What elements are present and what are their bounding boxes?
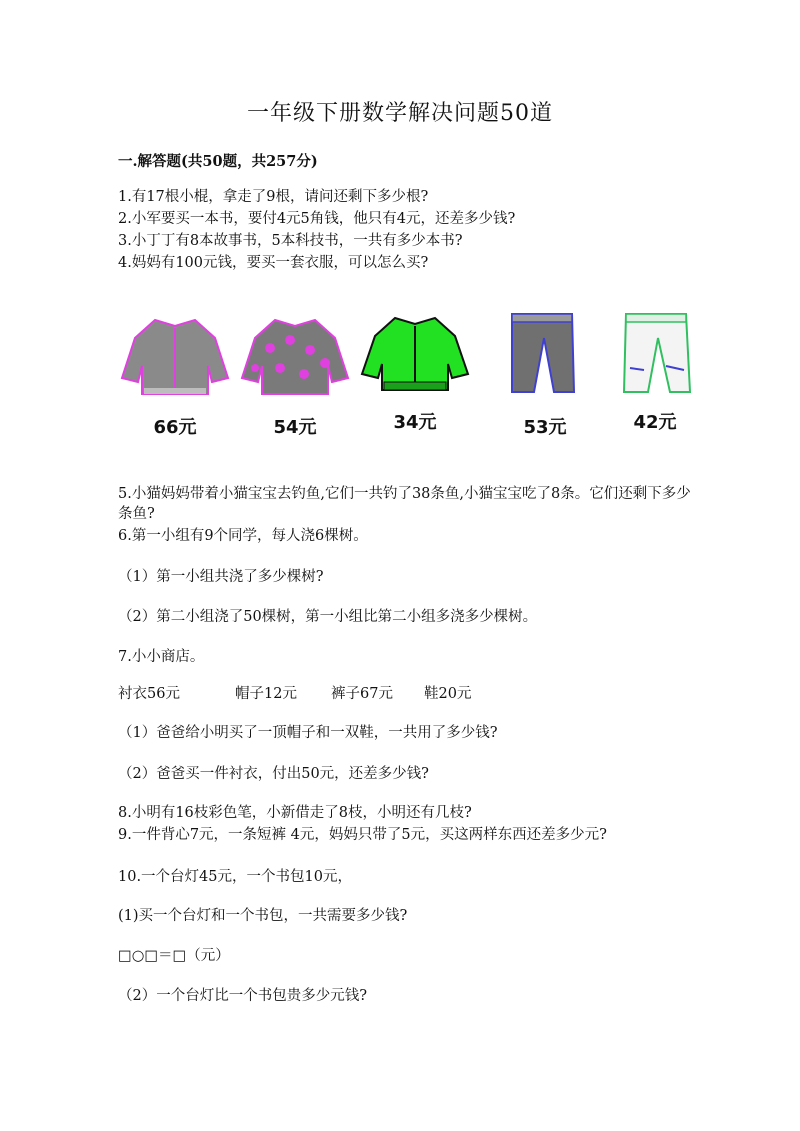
question-6: 6.第一小组有9个同学，每人浇6棵树。 [118,528,368,544]
question-4: 4.妈妈有100元钱，要买一套衣服，可以怎么买? [118,255,429,271]
clothing-item-2 [240,308,350,448]
question-9: 9.一件背心7元，一条短裤 4元，妈妈只带了5元，买这两样东西还差多少元? [118,827,607,843]
clothing-item-3 [360,308,470,448]
clothing-item-4 [490,308,600,448]
shop-item-shirt: 衬衣56元 [118,686,180,702]
question-7-part-2: （2）爸爸买一件衬衣，付出50元，还差多少钱? [118,766,429,782]
question-5: 5.小猫妈妈带着小猫宝宝去钓鱼,它们一共钓了38条鱼,小猫宝宝吃了8条。它们还剩下多少条鱼? [118,486,691,522]
equation-blank: □○□＝□（元） [118,948,230,964]
question-1: 1.有17根小棍，拿走了9根，请问还剩下多少根? [118,189,429,205]
shop-item-pants: 裤子67元 [331,686,393,702]
question-3: 3.小丁丁有8本故事书，5本科技书，一共有多少本书? [118,233,463,249]
price-label-4: 53元 [523,417,567,438]
shop-item-shoes: 鞋20元 [424,686,472,702]
clothing-item-1 [120,308,230,448]
gray-pants-icon [490,308,600,403]
clothes-illustration [115,308,695,448]
white-pants-icon [600,308,710,403]
question-10: 10.一个台灯45元，一个书包10元， [118,869,352,885]
price-label-3: 34元 [393,412,437,433]
page-title: 一年级下册数学解决问题50道 [247,101,553,126]
question-6-part-2: （2）第二小组浇了50棵树，第一小组比第二小组多浇多少棵树。 [118,609,538,625]
question-2: 2.小军要买一本书，要付4元5角钱，他只有4元，还差多少钱? [118,211,516,227]
dotted-jacket-icon [240,308,350,403]
question-7-part-1: （1）爸爸给小明买了一顶帽子和一双鞋，一共用了多少钱? [118,725,498,741]
question-8: 8.小明有16枝彩色笔，小新借走了8枝，小明还有几枝? [118,805,472,821]
clothing-item-5 [600,308,710,448]
price-label-1: 66元 [153,417,197,438]
gray-jacket-icon [120,308,230,403]
question-6-part-1: （1）第一小组共浇了多少棵树? [118,569,324,585]
section-heading: 一.解答题(共50题，共257分) [118,153,318,170]
question-7: 7.小小商店。 [118,649,205,665]
shop-item-hat: 帽子12元 [235,686,297,702]
price-label-5: 42元 [633,412,677,433]
question-10-part-2: （2）一个台灯比一个书包贵多少元钱? [118,988,367,1004]
green-jacket-icon [360,308,470,403]
price-label-2: 54元 [273,417,317,438]
question-10-part-1: (1)买一个台灯和一个书包，一共需要多少钱? [118,908,408,924]
shop-price-list [118,684,471,704]
